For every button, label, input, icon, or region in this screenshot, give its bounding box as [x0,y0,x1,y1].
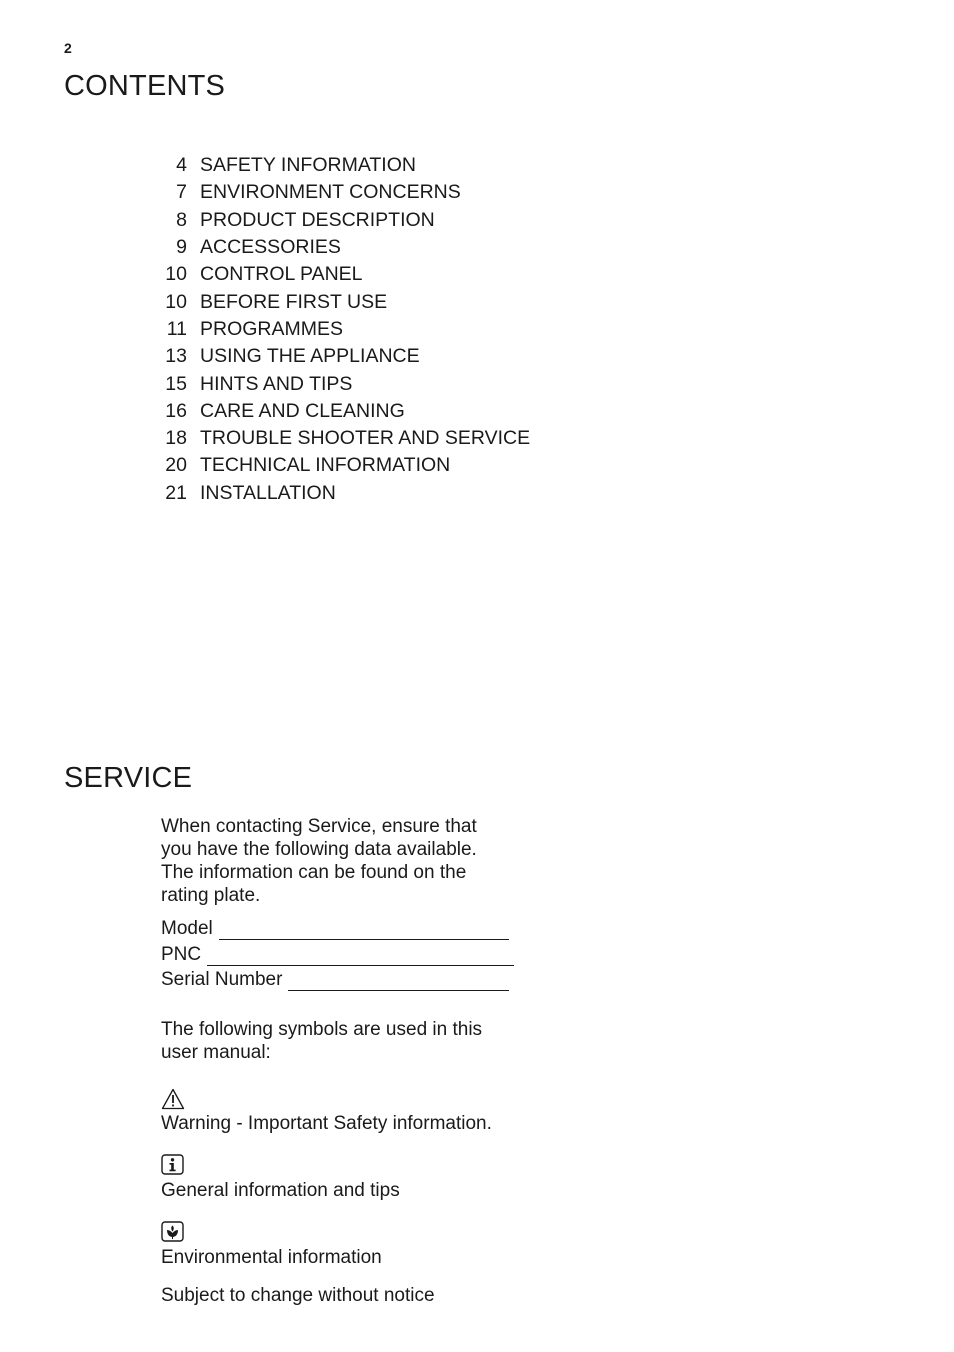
toc-page-number: 20 [165,454,187,477]
toc-item[interactable] [150,152,530,179]
service-heading: SERVICE [64,762,193,794]
toc-page-number: 4 [176,154,187,177]
toc-page-number: 16 [165,399,187,422]
change-notice: Subject to change without notice [161,1285,435,1306]
pnc-field [161,942,514,966]
toc-page-number: 18 [165,427,187,450]
toc-item[interactable] [150,370,530,397]
page-number: 2 [64,40,72,56]
toc-title: TROUBLE SHOOTER AND SERVICE [200,427,531,450]
model-label: Model [161,918,213,939]
toc-title: INSTALLATION [200,481,336,504]
environment-description: Environmental information [161,1247,382,1268]
model-field [161,916,509,940]
service-intro-line: rating plate. [161,885,261,906]
symbols-intro-line: The following symbols are used in this [161,1019,483,1040]
toc-item[interactable] [150,316,530,343]
serial-number-field [161,967,509,991]
toc-page-number: 11 [166,317,187,340]
toc-page-number: 21 [165,481,187,504]
warning-description: Warning - Important Safety information. [161,1113,492,1134]
model-blank-line[interactable] [219,921,509,940]
toc-page-number: 10 [165,263,187,286]
toc-page-number: 9 [176,236,187,259]
pnc-label: PNC [161,944,202,965]
toc-title: PROGRAMMES [200,317,344,340]
toc-title: ENVIRONMENT CONCERNS [200,181,461,204]
warning-icon [161,1088,183,1108]
toc-title: HINTS AND TIPS [200,372,353,395]
info-description: General information and tips [161,1180,400,1201]
toc-item[interactable] [150,288,530,315]
toc-item[interactable] [150,234,530,261]
toc-item[interactable] [150,425,530,452]
info-icon [161,1154,183,1174]
toc-page-number: 8 [176,208,187,231]
toc-title: PRODUCT DESCRIPTION [200,208,435,231]
toc-title: BEFORE FIRST USE [200,290,388,313]
toc-title: CONTROL PANEL [200,263,363,286]
toc-title: CARE AND CLEANING [200,399,405,422]
contents-heading: CONTENTS [64,70,226,102]
toc-item[interactable] [150,261,530,288]
pnc-blank-line[interactable] [207,947,514,966]
toc-item[interactable] [150,398,530,425]
serial-number-label: Serial Number [161,969,283,990]
serial-number-blank-line[interactable] [288,972,509,991]
service-intro [161,815,521,907]
toc-item[interactable] [150,207,530,234]
toc-item[interactable] [150,452,530,479]
toc-title: ACCESSORIES [200,236,341,259]
toc-title: USING THE APPLIANCE [200,345,420,368]
toc-page-number: 15 [165,372,187,395]
toc-item[interactable] [150,480,530,507]
toc-title: SAFETY INFORMATION [200,154,416,177]
toc-page-number: 10 [165,290,187,313]
environment-icon [161,1221,183,1241]
toc-title: TECHNICAL INFORMATION [200,454,451,477]
service-intro-line: The information can be found on the [161,862,467,883]
toc-page-number: 13 [165,345,187,368]
symbols-intro [161,1018,521,1064]
symbols-intro-line: user manual: [161,1042,271,1063]
toc-page-number: 7 [176,181,187,204]
service-intro-line: you have the following data available. [161,839,477,860]
table-of-contents [150,152,530,507]
toc-item[interactable] [150,343,530,370]
toc-item[interactable] [150,179,530,206]
service-intro-line: When contacting Service, ensure that [161,816,477,837]
